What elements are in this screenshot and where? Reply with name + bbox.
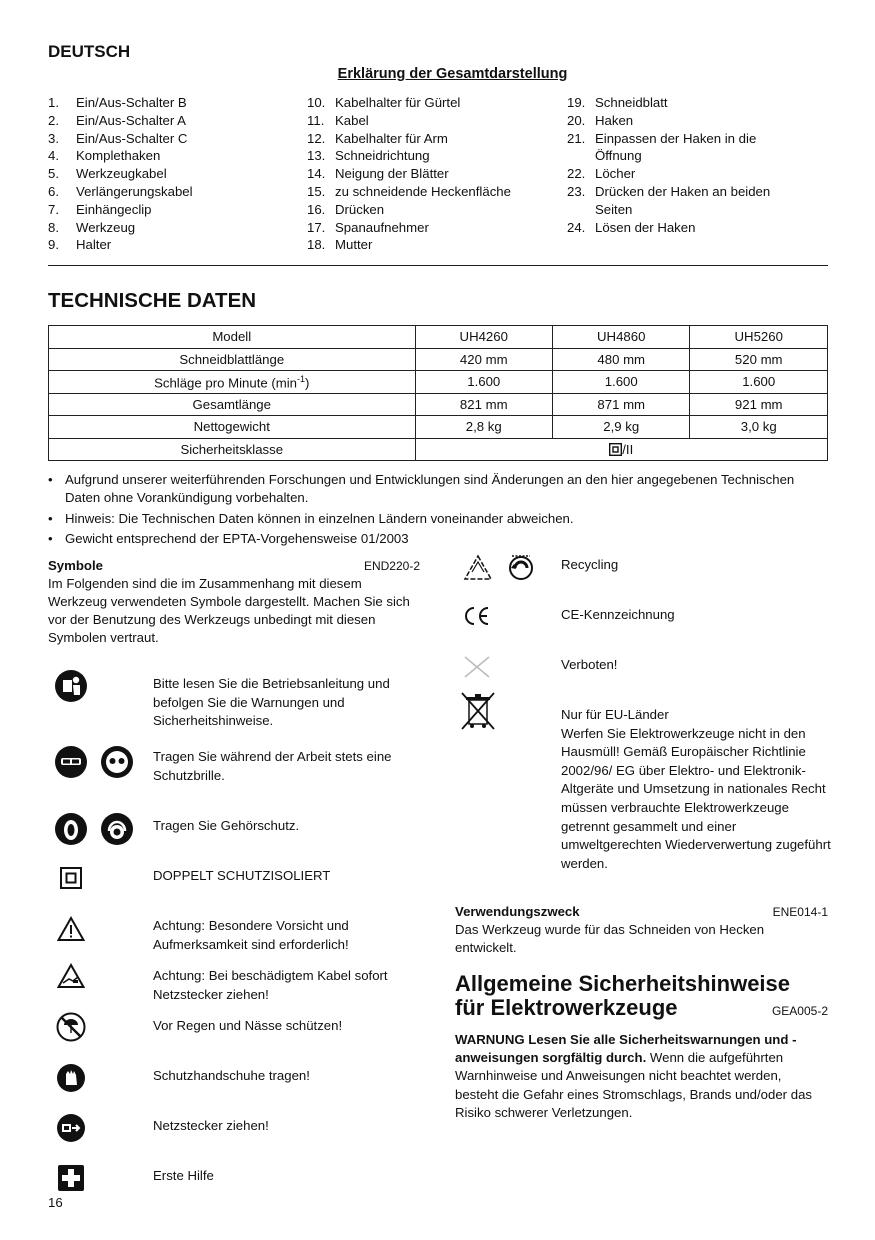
symbol-text: DOPPELT SCHUTZISOLIERT	[153, 868, 331, 883]
page-number: 16	[48, 1195, 63, 1210]
weee-bin-icon	[459, 690, 497, 732]
no-rain-icon	[56, 1012, 86, 1042]
list-item: 2. Ein/Aus-Schalter A	[48, 112, 186, 128]
list-item: 17. Spanaufnehmer	[307, 219, 429, 235]
table-row	[49, 326, 828, 349]
list-item: Öffnung	[595, 148, 642, 164]
list-item: 1. Ein/Aus-Schalter B	[48, 95, 187, 110]
symbol-text: Schutzhandschuhe tragen!	[153, 1068, 310, 1083]
list-item: Seiten	[595, 201, 633, 217]
symbol-text: Achtung: Besondere Vorsicht und Aufmerksamkeit sind erforderlich!	[153, 918, 349, 952]
usage-code: ENE014-1	[772, 905, 828, 919]
read-manual-icon	[54, 669, 88, 703]
list-item: 7. Einhängeclip	[48, 201, 152, 217]
first-aid-icon	[58, 1165, 84, 1191]
usage-title: Verwendungszweck	[455, 904, 580, 919]
list-item: 15. zu schneidende Heckenfläche	[307, 183, 511, 199]
table-cell: 3,0 kg	[690, 416, 828, 439]
list-item: 20. Haken	[567, 112, 634, 128]
face-shield-icon	[100, 745, 134, 779]
symbol-text: Recycling	[561, 557, 619, 572]
table-row	[49, 416, 828, 439]
tech-notes	[48, 471, 828, 551]
table-cell: 2,8 kg	[415, 416, 552, 439]
table-cell: 1.600	[552, 371, 689, 394]
table-cell: UH4260	[415, 326, 552, 349]
table-cell: 2,9 kg	[552, 416, 689, 439]
damaged-cable-warning-icon	[57, 963, 85, 989]
symbol-text: Bitte lesen Sie die Betriebsanleitung und befolgen Sie die Warnungen und Sicherheitshinweise.	[153, 676, 390, 729]
tech-data-title: TECHNISCHE DATEN	[48, 289, 257, 312]
list-item: 8. Werkzeug	[48, 219, 136, 235]
list-item: 3. Ein/Aus-Schalter C	[48, 130, 188, 146]
section-divider	[48, 265, 828, 266]
usage-section	[455, 903, 828, 958]
symbol-text: Achtung: Bei beschädigtem Kabel sofort Netzstecker ziehen!	[153, 968, 388, 1002]
overview-list-col3	[567, 94, 829, 236]
symbols-code: END220-2	[363, 559, 420, 573]
table-cell: 480 mm	[552, 348, 689, 371]
symbol-text: Netzstecker ziehen!	[153, 1118, 269, 1133]
list-item: 16. Drücken	[307, 201, 385, 217]
table-cell: 871 mm	[552, 393, 689, 416]
list-item: 19. Schneidblatt	[567, 95, 668, 110]
list-item: 14. Neigung der Blätter	[307, 166, 449, 182]
warning-triangle-icon	[57, 916, 85, 942]
table-cell: Modell	[49, 326, 416, 349]
table-cell: 1.600	[690, 371, 828, 394]
table-cell: Schläge pro Minute $(\min^{-1})$	[49, 371, 416, 394]
list-item: 4. Komplethaken	[48, 148, 161, 164]
list-item: 9. Halter	[48, 237, 112, 253]
list-item: 13. Schneidrichtung	[307, 148, 430, 164]
table-row	[49, 371, 828, 394]
symbol-text: Tragen Sie während der Arbeit stets eine Schutzbrille.	[153, 749, 392, 783]
symbol-text: Vor Regen und Nässe schützen!	[153, 1018, 343, 1033]
list-item: 11. Kabel	[307, 112, 369, 128]
spec-table	[48, 325, 828, 461]
table-row	[49, 348, 828, 371]
symbols-intro: Im Folgenden sind die im Zusammenhang mit diesem Werkzeug verwendeten Symbole dargestellt. Machen Sie sich vor der Benutzung des Werkzeugs unbedingt mit diesen Symbolen vertraut.	[48, 576, 410, 645]
list-item: 5. Werkzeugkabel	[48, 166, 167, 182]
symbol-text: Tragen Sie Gehörschutz.	[153, 818, 300, 833]
eye-protection-icon	[54, 745, 88, 779]
list-item: 21. Einpassen der Haken in die	[567, 130, 757, 146]
list-item: 12. Kabelhalter für Arm	[307, 130, 448, 146]
list-item: 22. Löcher	[567, 166, 636, 182]
symbol-text: Erste Hilfe	[153, 1168, 214, 1183]
ear-protection-icon	[54, 812, 88, 846]
list-item: • Hinweis: Die Technischen Daten können in einzelnen Ländern voneinander abweichen.	[48, 510, 574, 526]
general-warning: WARNUNG Lesen Sie alle Sicherheitswarnungen und -anweisungen sorgfältig durch. Wenn die aufgeführten Warnhinweise und Anweisungen nicht beachtet werden, besteht die Gefahr eines Stromschlags, Brands und/oder das Risiko schwerer Verletzungen.	[455, 1032, 813, 1120]
ce-mark-icon	[461, 605, 491, 627]
symbols-title: Symbole	[48, 558, 103, 573]
recycling-triangle-icon	[462, 553, 494, 583]
eu-disposal-text: Nur für EU-Länder Werfen Sie Elektrowerkzeuge nicht in den Hausmüll! Gemäß Europäischer Richtlinie 2002/96/ EG über Elektro- und Elektronik-Altgeräte und Umsetzung in nationales Recht müssen verbrauchte Elektrowerkzeuge getrennt gesammelt und einer umweltgerechten Wiederverwertung zugeführt werden.	[561, 707, 831, 871]
list-item: 6. Verlängerungskabel	[48, 183, 193, 199]
double-insulation-icon	[60, 867, 82, 889]
table-cell: 1.600	[415, 371, 552, 394]
table-cell: Sicherheitsklasse	[49, 438, 416, 461]
table-cell: UH4860	[552, 326, 689, 349]
usage-text: Das Werkzeug wurde für das Schneiden von Hecken entwickelt.	[455, 922, 765, 956]
list-item: 24. Lösen der Haken	[567, 219, 696, 235]
table-cell: 420 mm	[415, 348, 552, 371]
table-cell: Schneidblattlänge	[49, 348, 416, 371]
language-heading: DEUTSCH	[48, 42, 131, 61]
double-insulation-icon	[609, 443, 622, 456]
ear-muffs-icon	[100, 812, 134, 846]
table-cell: Gesamtlänge	[49, 393, 416, 416]
general-safety-code: GEA005-2	[771, 1004, 828, 1018]
gloves-icon	[56, 1063, 86, 1093]
overview-list-col2	[307, 94, 562, 254]
table-cell: 821 mm	[415, 393, 552, 416]
list-item: 23. Drücken der Haken an beiden	[567, 183, 771, 199]
symbol-text: Verboten!	[561, 657, 618, 672]
general-safety-title: Allgemeine Sicherheitshinweise für Elektrowerkzeuge GEA005-2	[455, 972, 828, 1023]
table-row	[49, 393, 828, 416]
list-item: 18. Mutter	[307, 237, 373, 253]
overview-list-col1	[48, 94, 298, 254]
overview-title: Erklärung der Gesamtdarstellung	[337, 66, 568, 82]
recycling-logo-icon	[504, 550, 538, 584]
list-item: • Aufgrund unserer weiterführenden Forschungen und Entwicklungen sind Änderungen an den hier angegebenen Technischen Daten ohne Vorankündigung vorbehalten.	[48, 472, 795, 506]
table-cell: /II	[415, 438, 828, 461]
table-cell: UH5260	[690, 326, 828, 349]
table-cell: Nettogewicht	[49, 416, 416, 439]
unplug-icon	[56, 1113, 86, 1143]
symbol-text: CE-Kennzeichnung	[561, 607, 675, 622]
list-item: 10. Kabelhalter für Gürtel	[307, 95, 461, 110]
prohibited-icon	[462, 654, 492, 680]
table-cell: 520 mm	[690, 348, 828, 371]
list-item: • Gewicht entsprechend der EPTA-Vorgehensweise 01/2003	[48, 531, 409, 547]
symbols-section	[48, 557, 420, 647]
table-cell: 921 mm	[690, 393, 828, 416]
table-row	[49, 438, 828, 461]
